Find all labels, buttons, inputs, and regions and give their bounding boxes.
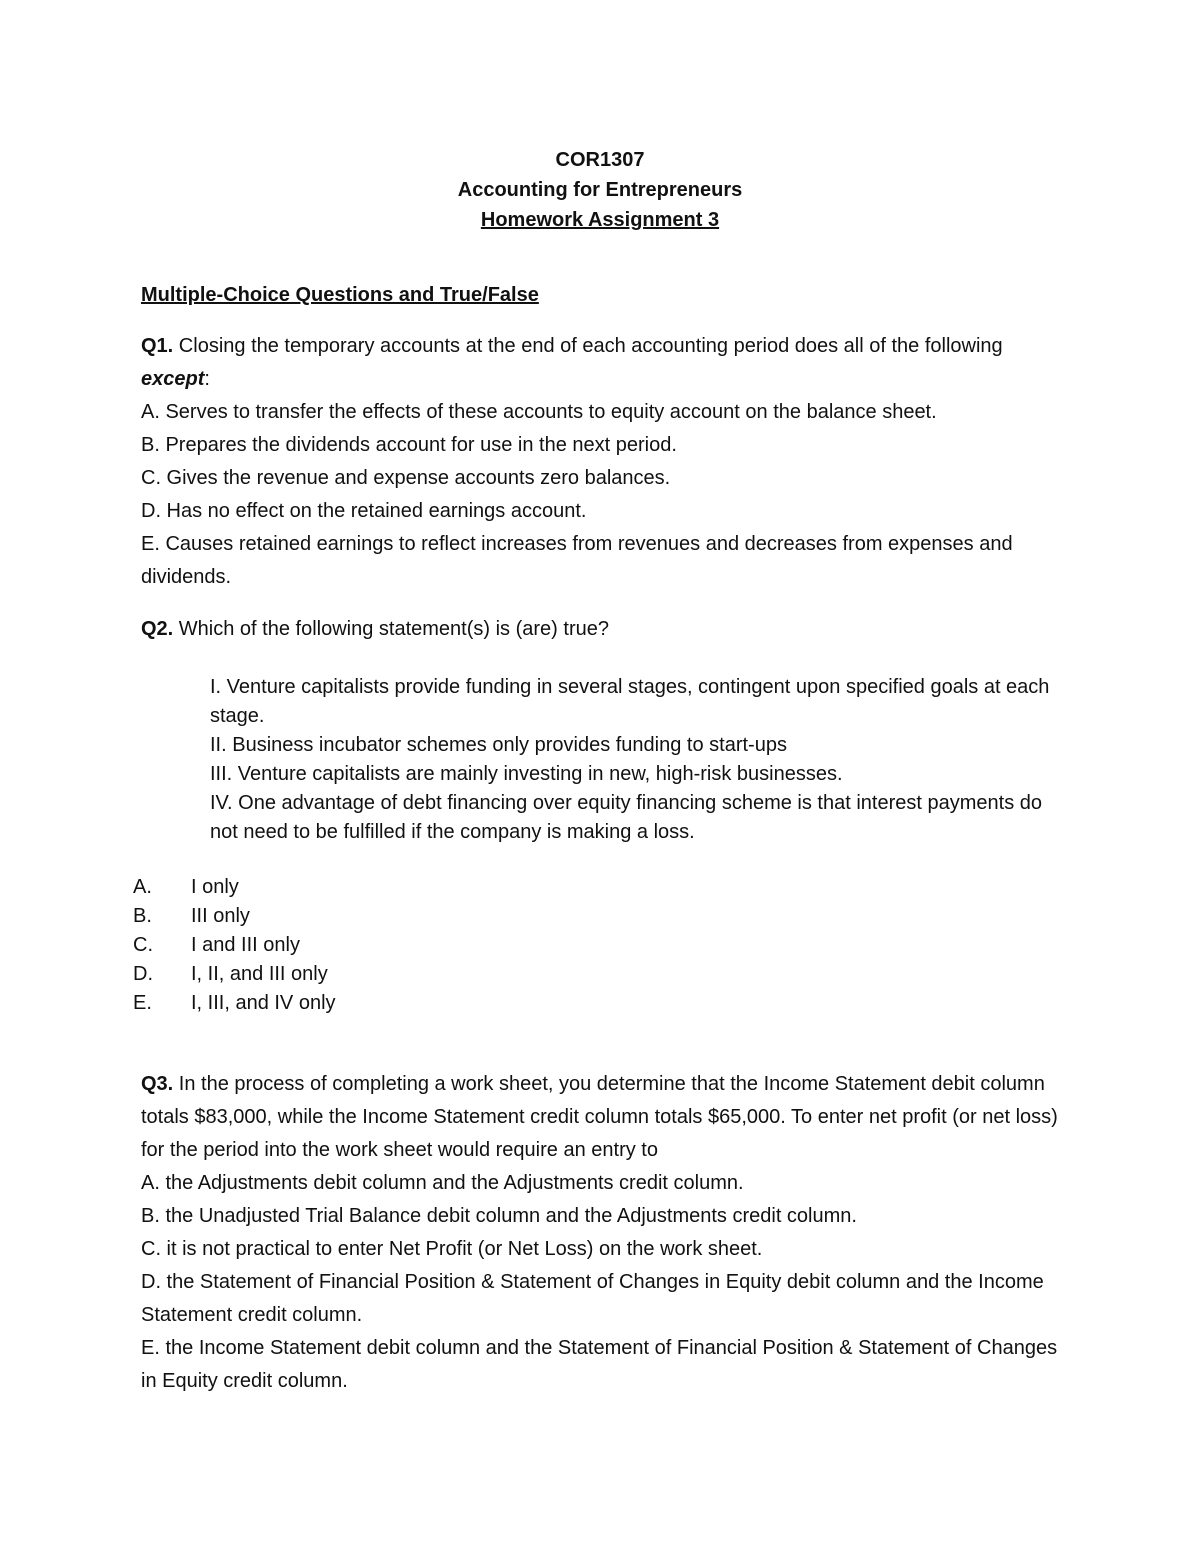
question-2-number: Q2. bbox=[141, 618, 174, 640]
assignment-title: Homework Assignment 3 bbox=[480, 209, 720, 231]
question-3-option-d: D. the Statement of Financial Position & Statement of Changes in Equity debit column and the Income Statement credit column. bbox=[141, 1271, 1044, 1326]
question-1-stem bbox=[141, 330, 1061, 396]
question-1-stem-end: : bbox=[204, 368, 210, 390]
question-1-option-c: C. Gives the revenue and expense accounts zero balances. bbox=[141, 467, 671, 489]
question-1-emphasis: except bbox=[141, 368, 205, 390]
question-3-option-e: E. the Income Statement debit column and the Statement of Financial Position & Statement of Changes in Equity credit column. bbox=[141, 1337, 1058, 1392]
question-2-option-d bbox=[133, 960, 336, 989]
question-3-option-a: A. the Adjustments debit column and the Adjustments credit column. bbox=[141, 1172, 744, 1194]
question-2-stem bbox=[141, 613, 1061, 646]
statement-iii: III. Venture capitalists are mainly investing in new, high-risk businesses. bbox=[210, 763, 843, 785]
question-2-option-e bbox=[133, 989, 336, 1018]
course-code: COR1307 bbox=[555, 149, 645, 171]
document-header bbox=[0, 145, 1200, 235]
question-2-option-b bbox=[133, 902, 336, 931]
question-3-number: Q3. bbox=[141, 1073, 174, 1095]
question-3-stem bbox=[141, 1068, 1061, 1167]
course-title: Accounting for Entrepreneurs bbox=[457, 179, 743, 201]
question-3 bbox=[141, 1068, 1061, 1398]
question-2-statements bbox=[210, 673, 1060, 847]
statement-ii: II. Business incubator schemes only provides funding to start-ups bbox=[210, 734, 787, 756]
question-3-option-c: C. it is not practical to enter Net Profit (or Net Loss) on the work sheet. bbox=[141, 1238, 763, 1260]
option-text: I, II, and III only bbox=[191, 963, 328, 985]
option-text: I, III, and IV only bbox=[191, 992, 336, 1014]
question-3-option-b: B. the Unadjusted Trial Balance debit column and the Adjustments credit column. bbox=[141, 1205, 857, 1227]
question-1-option-a: A. Serves to transfer the effects of these accounts to equity account on the balance sheet. bbox=[141, 401, 937, 423]
question-1-number: Q1. bbox=[141, 335, 174, 357]
question-2-option-c bbox=[133, 931, 336, 960]
statement-i: I. Venture capitalists provide funding in several stages, contingent upon specified goals at each stage. bbox=[210, 676, 1050, 727]
question-2-option-a bbox=[133, 873, 336, 902]
option-text: I and III only bbox=[191, 934, 300, 956]
question-3-stem-text: In the process of completing a work sheet, you determine that the Income Statement debit column totals $83,000, while the Income Statement credit column totals $65,000. To enter net profit (or net loss) for the period into the work sheet would require an entry to bbox=[141, 1073, 1058, 1161]
option-letter: E. bbox=[133, 992, 152, 1014]
option-letter: A. bbox=[133, 876, 152, 898]
option-letter: C. bbox=[133, 934, 153, 956]
option-text: III only bbox=[191, 905, 250, 927]
statement-iv: IV. One advantage of debt financing over equity financing scheme is that interest payments do not need to be fulfilled if the company is making a loss. bbox=[210, 792, 1043, 843]
question-1-stem-text: Closing the temporary accounts at the end of each accounting period does all of the following bbox=[173, 335, 1003, 357]
option-letter: B. bbox=[133, 905, 152, 927]
question-1-option-d: D. Has no effect on the retained earnings account. bbox=[141, 500, 587, 522]
question-2-stem-text: Which of the following statement(s) is (are) true? bbox=[173, 618, 609, 640]
option-letter: D. bbox=[133, 963, 153, 985]
option-text: I only bbox=[191, 876, 239, 898]
question-1 bbox=[141, 330, 1061, 594]
section-title: Multiple-Choice Questions and True/False bbox=[141, 284, 539, 306]
question-1-option-e: E. Causes retained earnings to reflect increases from revenues and decreases from expenses and dividends. bbox=[141, 533, 1013, 588]
question-2-options bbox=[133, 873, 336, 1018]
question-1-option-b: B. Prepares the dividends account for use in the next period. bbox=[141, 434, 677, 456]
